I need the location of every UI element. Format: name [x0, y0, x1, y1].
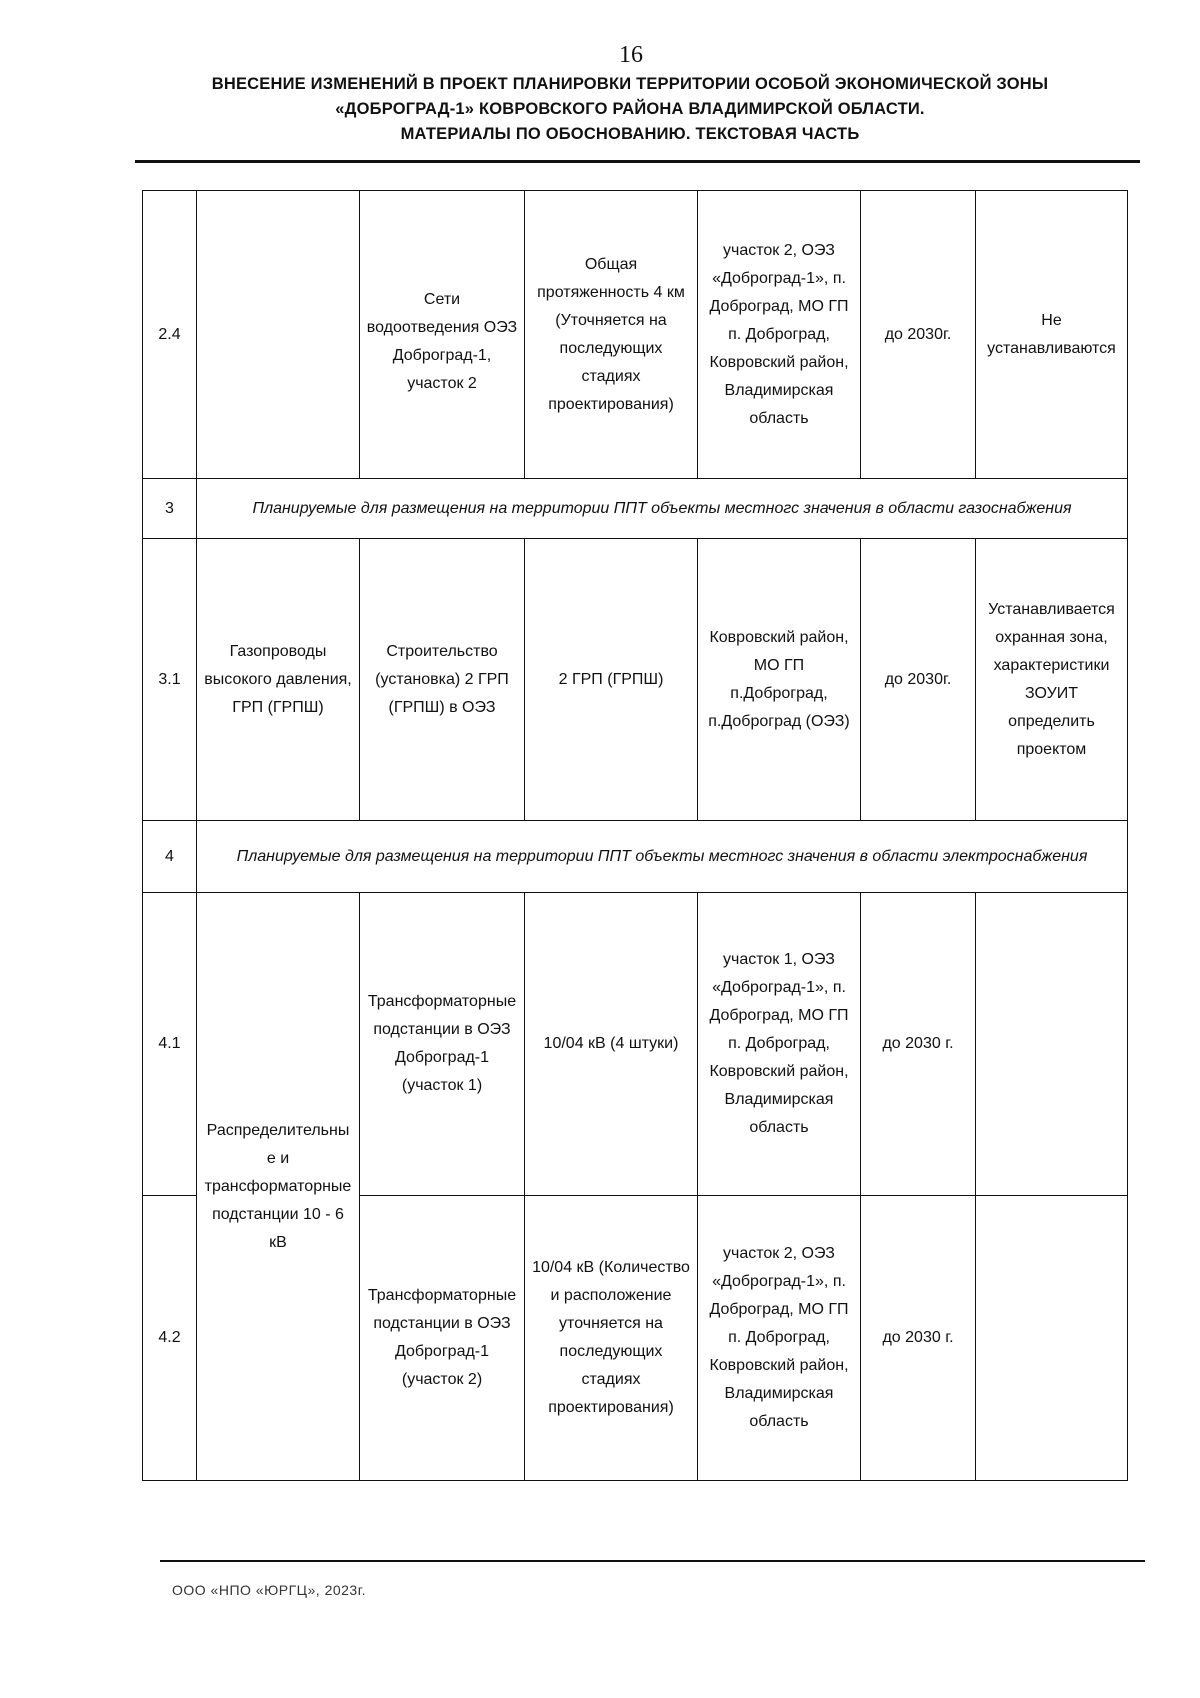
object-name: Строительство (установка) 2 ГРП (ГРПШ) в ОЭЗ [360, 539, 525, 821]
table-row-3-1 [143, 539, 1128, 821]
object-characteristics: 2 ГРП (ГРПШ) [525, 539, 698, 821]
table-row-4-1 [143, 893, 1128, 1196]
object-term: до 2030 г. [861, 893, 976, 1196]
header-line-1: ВНЕСЕНИЕ ИЗМЕНЕНИЙ В ПРОЕКТ ПЛАНИРОВКИ ТЕРРИТОРИИ ОСОБОЙ ЭКОНОМИЧЕСКОЙ ЗОНЫ [211, 75, 1049, 93]
row-number: 3.1 [143, 539, 197, 821]
page-number: 16 [619, 42, 643, 68]
object-category: Распределительные и трансформаторные подстанции 10 - 6 кВ [197, 893, 360, 1481]
protection-zone [976, 893, 1128, 1196]
row-number: 2.4 [143, 191, 197, 479]
header-line-2: «ДОБРОГРАД-1» КОВРОВСКОГО РАЙОНА ВЛАДИМИРСКОЙ ОБЛАСТИ. [335, 100, 925, 118]
object-category [197, 191, 360, 479]
section-number: 3 [143, 479, 197, 539]
table-row-2-4 [143, 191, 1128, 479]
object-characteristics: Общая протяженность 4 км (Уточняется на последующих стадиях проектирования) [525, 191, 698, 479]
protection-zone [976, 1196, 1128, 1481]
object-characteristics: 10/04 кВ (Количество и расположение уточняется на последующих стадиях проектирования) [525, 1196, 698, 1481]
protection-zone: Устанавливается охранная зона, характеристики ЗОУИТ определить проектом [976, 539, 1128, 821]
object-category: Газопроводы высокого давления, ГРП (ГРПШ) [197, 539, 360, 821]
object-name: Сети водоотведения ОЭЗ Доброград-1, участок 2 [360, 191, 525, 479]
object-location: участок 1, ОЭЗ «Доброград-1», п. Доброград, МО ГП п. Доброград, Ковровский район, Владимирская область [698, 893, 861, 1196]
object-name: Трансформаторные подстанции в ОЭЗ Доброград-1 (участок 2) [360, 1196, 525, 1481]
object-location: участок 2, ОЭЗ «Доброград-1», п. Доброград, МО ГП п. Доброград, Ковровский район, Владимирская область [698, 191, 861, 479]
section-row-4 [143, 821, 1128, 893]
protection-zone: Не устанавливаются [976, 191, 1128, 479]
header-line-3: МАТЕРИАЛЫ ПО ОБОСНОВАНИЮ. ТЕКСТОВАЯ ЧАСТЬ [400, 125, 860, 143]
section-title: Планируемые для размещения на территории ППТ объекты местногс значения в области электроснабжения [197, 821, 1128, 893]
objects-table [142, 190, 1128, 1481]
object-characteristics: 10/04 кВ (4 штуки) [525, 893, 698, 1196]
header-divider [135, 160, 1140, 163]
object-location: Ковровский район, МО ГП п.Доброград, п.Доброград (ОЭЗ) [698, 539, 861, 821]
row-number: 4.1 [143, 893, 197, 1196]
object-term: до 2030г. [861, 191, 976, 479]
row-number: 4.2 [143, 1196, 197, 1481]
footer-text: ООО «НПО «ЮРГЦ», 2023г. [172, 1582, 366, 1598]
section-number: 4 [143, 821, 197, 893]
object-location: участок 2, ОЭЗ «Доброград-1», п. Доброград, МО ГП п. Доброград, Ковровский район, Владимирская область [698, 1196, 861, 1481]
object-term: до 2030 г. [861, 1196, 976, 1481]
section-row-3 [143, 479, 1128, 539]
object-name: Трансформаторные подстанции в ОЭЗ Доброград-1 (участок 1) [360, 893, 525, 1196]
object-term: до 2030г. [861, 539, 976, 821]
footer-divider [160, 1560, 1145, 1562]
section-title: Планируемые для размещения на территории ППТ объекты местногс значения в области газоснабжения [197, 479, 1128, 539]
document-header [180, 72, 1080, 147]
